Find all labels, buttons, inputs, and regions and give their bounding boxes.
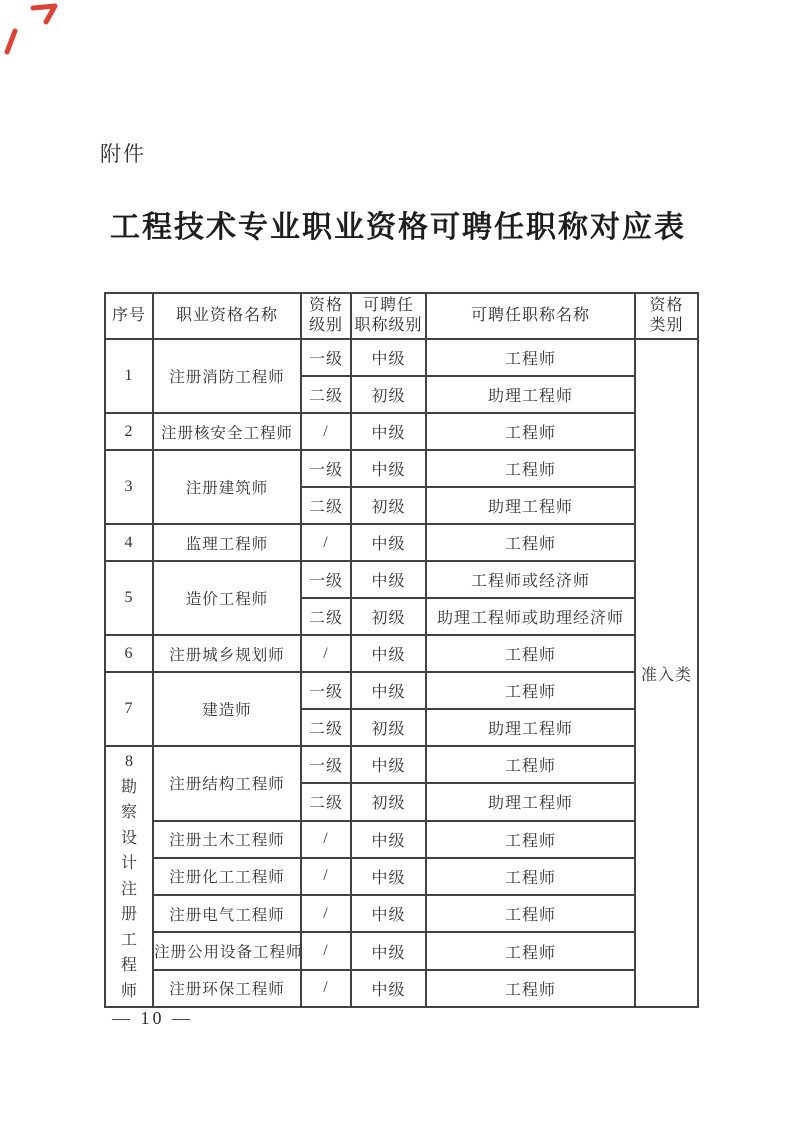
title-level: 初级 (351, 709, 426, 746)
seq: 6 (105, 635, 153, 672)
seq: 2 (105, 413, 153, 450)
title-name: 工程师 (426, 339, 635, 376)
table-header (105, 293, 698, 339)
column-header: 序号 (105, 293, 153, 339)
category: 准入类 (635, 339, 698, 1007)
title-name: 工程师 (426, 858, 635, 895)
title-name: 工程师 (426, 413, 635, 450)
title-name: 工程师或经济师 (426, 561, 635, 598)
qualification: 建造师 (153, 672, 301, 746)
title-name: 工程师 (426, 746, 635, 783)
title-level: 中级 (351, 635, 426, 672)
title-name: 工程师 (426, 821, 635, 858)
title-name: 工程师 (426, 450, 635, 487)
column-header: 资格 级别 (301, 293, 351, 339)
qualification: 注册电气工程师 (153, 895, 301, 932)
qualification: 注册土木工程师 (153, 821, 301, 858)
title-name: 工程师 (426, 524, 635, 561)
table-row (105, 561, 698, 598)
page-title: 工程技术专业职业资格可聘任职称对应表 (110, 211, 686, 244)
table-row (105, 858, 698, 895)
title-name: 助理工程师 (426, 709, 635, 746)
title-level: 中级 (351, 413, 426, 450)
qual-level: 二级 (301, 487, 351, 524)
title-level: 中级 (351, 970, 426, 1007)
qual-level: 一级 (301, 561, 351, 598)
qual-level: 一级 (301, 746, 351, 783)
qual-level: / (301, 524, 351, 561)
title-level: 中级 (351, 561, 426, 598)
qual-level: 一级 (301, 450, 351, 487)
table-row (105, 635, 698, 672)
title-name: 工程师 (426, 895, 635, 932)
title-name: 助理工程师或助理经济师 (426, 598, 635, 635)
table-row (105, 413, 698, 450)
qual-level: / (301, 932, 351, 969)
attachment-label: 附件 (100, 142, 146, 166)
title-level: 初级 (351, 376, 426, 413)
title-name: 工程师 (426, 970, 635, 1007)
title-level: 中级 (351, 858, 426, 895)
table-row (105, 932, 698, 969)
title-name: 助理工程师 (426, 487, 635, 524)
table-body (105, 339, 698, 1007)
page-number: — 10 — (112, 1008, 193, 1028)
qualification: 监理工程师 (153, 524, 301, 561)
title-level: 初级 (351, 783, 426, 820)
qualification: 注册环保工程师 (153, 970, 301, 1007)
table-row (105, 339, 698, 376)
qualification: 注册核安全工程师 (153, 413, 301, 450)
red-mark-stroke (7, 31, 15, 52)
qualification: 注册城乡规划师 (153, 635, 301, 672)
title-name: 助理工程师 (426, 783, 635, 820)
table-row (105, 450, 698, 487)
seq: 1 (105, 339, 153, 413)
qualification-table (104, 292, 699, 1008)
title-level: 中级 (351, 672, 426, 709)
title-level: 中级 (351, 524, 426, 561)
qual-level: 二级 (301, 709, 351, 746)
seq-group: 8 勘 察 设 计 注 册 工 程 师 (105, 746, 153, 1007)
qual-level: / (301, 895, 351, 932)
qual-level: / (301, 970, 351, 1007)
title-level: 中级 (351, 895, 426, 932)
table-row (105, 970, 698, 1007)
title-level: 中级 (351, 821, 426, 858)
red-mark-stroke (33, 6, 55, 22)
title-name: 工程师 (426, 672, 635, 709)
table-row (105, 524, 698, 561)
qualification: 造价工程师 (153, 561, 301, 635)
title-name: 工程师 (426, 932, 635, 969)
red-corner-marks (0, 0, 70, 60)
qual-level: 一级 (301, 672, 351, 709)
qualification: 注册消防工程师 (153, 339, 301, 413)
title-level: 中级 (351, 746, 426, 783)
qual-level: / (301, 858, 351, 895)
seq: 7 (105, 672, 153, 746)
qualification: 注册结构工程师 (153, 746, 301, 821)
qual-level: 二级 (301, 376, 351, 413)
qual-level: 二级 (301, 598, 351, 635)
table-row (105, 895, 698, 932)
title-level: 中级 (351, 450, 426, 487)
table-row (105, 672, 698, 709)
title-name: 助理工程师 (426, 376, 635, 413)
qual-level: / (301, 413, 351, 450)
title-level: 初级 (351, 598, 426, 635)
table-row (105, 821, 698, 858)
qualification: 注册公用设备工程师 (153, 932, 301, 969)
title-level: 初级 (351, 487, 426, 524)
qualification: 注册化工工程师 (153, 858, 301, 895)
qualification: 注册建筑师 (153, 450, 301, 524)
column-header: 可聘任职称名称 (426, 293, 635, 339)
seq: 3 (105, 450, 153, 524)
column-header: 资格 类别 (635, 293, 698, 339)
qual-level: 一级 (301, 339, 351, 376)
seq: 4 (105, 524, 153, 561)
title-level: 中级 (351, 339, 426, 376)
qual-level: / (301, 821, 351, 858)
qual-level: 二级 (301, 783, 351, 820)
qual-level: / (301, 635, 351, 672)
table-row (105, 746, 698, 783)
column-header: 可聘任 职称级别 (351, 293, 426, 339)
title-name: 工程师 (426, 635, 635, 672)
column-header: 职业资格名称 (153, 293, 301, 339)
seq: 5 (105, 561, 153, 635)
title-level: 中级 (351, 932, 426, 969)
